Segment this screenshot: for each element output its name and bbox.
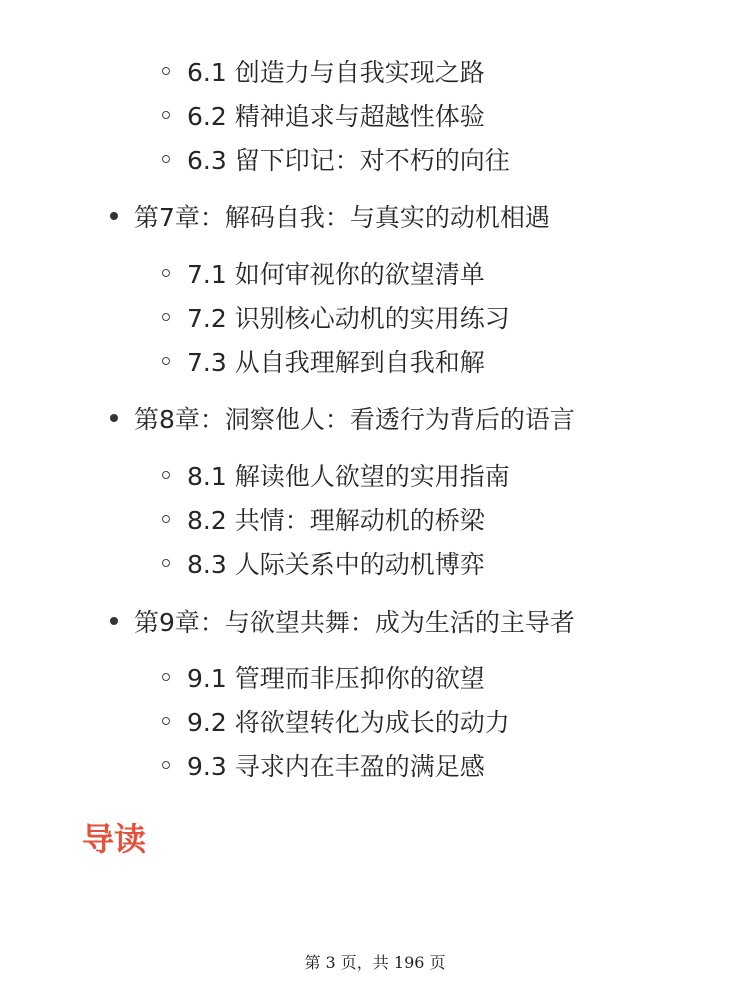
toc-section-6-3[interactable] <box>162 137 510 181</box>
toc-section-9-2[interactable] <box>162 699 510 743</box>
chapter-title: 第7章：解码自我：与真实的动机相遇 <box>134 203 550 232</box>
section-title: 7.2 识别核心动机的实用练习 <box>187 304 510 333</box>
toc-section-7-2[interactable] <box>162 295 510 339</box>
circle-bullet-icon <box>162 155 170 163</box>
circle-bullet-icon <box>162 559 170 567</box>
toc-section-8-2[interactable] <box>162 497 485 541</box>
circle-bullet-icon <box>162 515 170 523</box>
chapter-title: 第9章：与欲望共舞：成为生活的主导者 <box>134 608 575 637</box>
section-title: 7.3 从自我理解到自我和解 <box>187 348 485 377</box>
page-number-footer: 第 3 页，共 196 页 <box>304 953 446 972</box>
circle-bullet-icon <box>162 673 170 681</box>
section-title: 9.2 将欲望转化为成长的动力 <box>187 708 510 737</box>
circle-bullet-icon <box>162 67 170 75</box>
section-heading: 导读 <box>82 820 147 858</box>
toc-section-8-3[interactable] <box>162 541 485 585</box>
disc-bullet-icon <box>110 414 118 422</box>
toc-section-6-1[interactable] <box>162 49 485 93</box>
disc-bullet-icon <box>110 212 118 220</box>
toc-section-7-3[interactable] <box>162 339 485 383</box>
toc-chapter-9[interactable] <box>110 599 575 643</box>
toc-section-8-1[interactable] <box>162 453 510 497</box>
section-title: 6.1 创造力与自我实现之路 <box>187 58 485 87</box>
section-title: 9.1 管理而非压抑你的欲望 <box>187 664 485 693</box>
toc-section-7-1[interactable] <box>162 251 485 295</box>
circle-bullet-icon <box>162 357 170 365</box>
section-title: 8.3 人际关系中的动机博弈 <box>187 550 485 579</box>
toc-chapter-7[interactable] <box>110 194 550 238</box>
circle-bullet-icon <box>162 761 170 769</box>
toc-chapter-8[interactable] <box>110 396 575 440</box>
circle-bullet-icon <box>162 111 170 119</box>
chapter-title: 第8章：洞察他人：看透行为背后的语言 <box>134 405 575 434</box>
circle-bullet-icon <box>162 717 170 725</box>
section-title: 8.2 共情：理解动机的桥梁 <box>187 506 485 535</box>
circle-bullet-icon <box>162 269 170 277</box>
toc-section-9-3[interactable] <box>162 743 485 787</box>
section-title: 6.2 精神追求与超越性体验 <box>187 102 485 131</box>
toc-section-9-1[interactable] <box>162 655 485 699</box>
section-title: 9.3 寻求内在丰盈的满足感 <box>187 752 485 781</box>
section-title: 8.1 解读他人欲望的实用指南 <box>187 462 510 491</box>
disc-bullet-icon <box>110 617 118 625</box>
section-title: 6.3 留下印记：对不朽的向往 <box>187 146 510 175</box>
section-title: 7.1 如何审视你的欲望清单 <box>187 260 485 289</box>
toc-section-6-2[interactable] <box>162 93 485 137</box>
circle-bullet-icon <box>162 471 170 479</box>
circle-bullet-icon <box>162 313 170 321</box>
